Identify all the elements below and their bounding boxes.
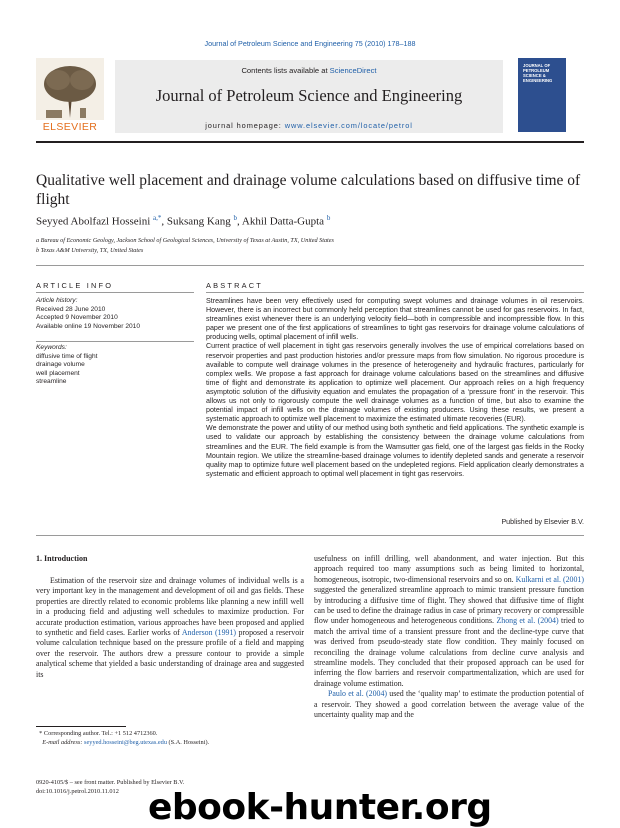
body-column-left xyxy=(36,576,304,680)
divider xyxy=(36,535,584,536)
body-text: tried to match the arrival time of a transient pressure front and the decline-type curve that was derived from pseudo-steady state flow condition. They mainly focused on reconciling the drainage volume calculations from decline curve analysis and streamline models. They concluded that their proposed approach can be used for inferring the flow barriers and reservoir compartmentalization, which are used for drainage volume estimation. xyxy=(314,616,585,688)
elsevier-wordmark: ELSEVIER xyxy=(42,121,98,133)
body-text: suggested the generalized streamline approach to mimic transient pressure function by introducing a diffusive time of flight. They showed that diffusive time of flight can be used to define the drainage radius in case of primary recovery or compressible flow under homogeneous and heterogeneous conditions. xyxy=(314,585,584,626)
article-history xyxy=(36,297,194,331)
keywords-label: Keywords: xyxy=(36,344,67,351)
history-label: Article history: xyxy=(36,297,78,304)
keyword: streamline xyxy=(36,378,67,386)
affiliation-mark: b xyxy=(36,246,40,254)
publisher-note: Published by Elsevier B.V. xyxy=(501,518,584,526)
email-link[interactable]: seyyed.hosseini@beg.utexas.edu xyxy=(84,738,167,746)
citation-link[interactable]: Paulo et al. (2004) xyxy=(328,689,388,699)
homepage-prefix: journal homepage: xyxy=(205,121,285,130)
history-item: Received 28 June 2010 xyxy=(36,305,106,313)
contents-line xyxy=(115,66,503,75)
affiliation xyxy=(36,246,596,256)
section-heading: 1. Introduction xyxy=(36,554,88,563)
body-text: proposed a reservoir volume calculation technique based on the pressure profile of a field and mapping over the reservoir. The authors drew a pressure contour to provide a simple analytical scheme that yielded a basic understanding of drainage area and suggested its xyxy=(36,628,304,679)
copyright-line: 0920-4105/$ – see front matter. Published by Elsevier B.V. xyxy=(36,779,185,786)
divider xyxy=(36,292,194,293)
author-list: Seyyed Abolfazl Hosseini $^{a,*}$, Suksang Kang $^b$, Akhil Datta-Gupta $^b$ xyxy=(36,214,331,228)
divider xyxy=(206,292,584,293)
author-affil-mark[interactable]: a,* xyxy=(153,214,162,222)
citation-link[interactable]: Zhong et al. (2004) xyxy=(496,616,559,626)
author-affil-mark[interactable]: b xyxy=(233,214,237,222)
history-item: Available online 19 November 2010 xyxy=(36,322,140,330)
divider xyxy=(36,265,584,266)
author-name: Suksang Kang xyxy=(166,215,231,228)
body-text: usefulness on infill drilling, well abandonment, and water injection. But this approach required too many assumptions such as being limited to horizontal, homogeneous, isotropic, two-dimensional reservoirs and so on. xyxy=(314,554,584,584)
author-name: Akhil Datta-Gupta xyxy=(241,215,325,228)
doi[interactable]: doi:10.1016/j.petrol.2010.11.012 xyxy=(36,787,119,795)
journal-citation[interactable]: Journal of Petroleum Science and Engineering 75 (2010) 178–188 xyxy=(204,39,416,48)
journal-title: Journal of Petroleum Science and Engineering xyxy=(155,86,463,105)
body-paragraph xyxy=(314,554,584,689)
body-text: Estimation of the reservoir size and drainage volumes of individual wells is a very important key in the management and development of oil and gas fields. These properties are directly related to economic problems like planning a new infill well in a producing field and adjusting well schedules to maximize production. For accurate production estimation, various approaches have been proposed and applied to synthetic and field cases. Earlier works of xyxy=(36,576,304,638)
cover-title: JOURNAL OF PETROLEUM SCIENCE & ENGINEERING xyxy=(523,63,553,83)
affiliation-text: Texas A&M University, TX, United States xyxy=(40,246,144,254)
journal-cover xyxy=(518,58,566,132)
abstract-paragraph: We demonstrate the power and utility of our method using both synthetic and field applications. The synthetic example is used to validate our approach by establishing the consistency between the drainage volume calculations from streamlines and the EUR. The field example is from the Wamsutter gas field, one of the largest gas fields in the Rocky Mountain region. We utilize the streamline-based drainage volumes to identify depleted sands and generate a reservoir quality map to optimize future well placement based on the undepleted regions. Field application clearly demonstrates a systematic and efficient approach to optimal well placement in tight gas reservoirs. xyxy=(206,424,584,478)
affiliation-text: Bureau of Economic Geology, Jackson School of Geological Sciences, University of Texas at Austin, TX, United States xyxy=(40,237,334,244)
citation-link[interactable]: Anderson (1991) xyxy=(181,628,237,638)
affiliation xyxy=(36,236,596,246)
citation-link[interactable]: Kulkarni et al. (2001) xyxy=(515,574,584,584)
article-info-heading: ARTICLE INFO xyxy=(36,281,114,290)
corresponding-author-note: * Corresponding author. Tel.: +1 512 4712360. xyxy=(36,730,158,737)
homepage-link[interactable]: www.elsevier.com/locate/petrol xyxy=(284,121,413,130)
article-title: Qualitative well placement and drainage volume calculations based on diffusive time of flight xyxy=(36,172,581,208)
body-column-right xyxy=(314,554,584,721)
watermark: ebook-hunter.org xyxy=(148,787,492,828)
keyword: well placement xyxy=(36,369,80,377)
body-paragraph xyxy=(314,689,584,720)
email-note xyxy=(36,739,304,748)
keyword: drainage volume xyxy=(36,361,85,369)
affiliation-mark: a xyxy=(36,237,40,244)
header-rule xyxy=(36,141,584,143)
contents-prefix: Contents lists available at xyxy=(241,66,330,75)
history-item: Accepted 9 November 2010 xyxy=(36,314,118,322)
sciencedirect-link[interactable]: ScienceDirect xyxy=(329,66,377,75)
keywords xyxy=(36,344,194,387)
author-affil-mark[interactable]: b xyxy=(326,214,331,222)
body-text: used the ‘quality map’ to estimate the production potential of a reservoir. They showed a good correlation between the average value of the uncertainty quality map and the xyxy=(314,689,584,720)
body-paragraph xyxy=(36,576,304,680)
author-name: Seyyed Abolfazl Hosseini xyxy=(36,215,151,228)
keyword: diffusive time of flight xyxy=(36,352,98,360)
abstract-paragraph: Streamlines have been very effectively used for computing swept volumes and drainage volumes in oil reservoirs. However, there is an incorrect but commonly held perception that streamlines cannot be used for gas reservoirs. In fact, streamlines exist whenever there is an underlying velocity field—both in compressible and incompressible flow. In this paper we present one of the first applications of streamlines to tight gas reservoirs for drainage volume calculations of producing wells, optimal placement of infill wells. xyxy=(206,297,584,342)
affiliations xyxy=(36,236,596,255)
corresponding-text: Corresponding author. Tel.: +1 512 4712360. xyxy=(43,730,158,737)
divider xyxy=(36,341,194,342)
abstract-heading: ABSTRACT xyxy=(206,281,264,290)
abstract-paragraph: Current practice of well placement in tight gas reservoirs generally involves the use of empirical correlations based on reservoir properties and past production histories and/or pressure maps from flow simulation. No rigorous procedure is available to compute well drainage volumes in the presence of heterogeneity and hydraulic fractures, particularly for complex wells. We propose a fast approach for drainage volume calculations based on the streamlines and diffusive time of flight and demonstrate its application to optimize well placement. Our approach relies on a high frequency asymptotic solution of the diffusivity equation and emulates the propagation of a ‘pressure front’ in the reservoir. This allows us not only to rigorously compute the well drainage volumes as a function of time, but also to examine the potential impact of infill wells on the drainage volumes of existing producers. Using these results, we present a systematic approach to optimize well placement to maximize the estimated ultimate recoveries (EUR). xyxy=(206,342,584,424)
email-label: E-mail address: xyxy=(42,738,85,746)
email-suffix: (S.A. Hosseini). xyxy=(166,738,210,746)
homepage-line xyxy=(115,121,503,130)
footnotes xyxy=(36,730,304,747)
footnote-rule xyxy=(36,726,126,727)
abstract-body xyxy=(206,297,584,479)
